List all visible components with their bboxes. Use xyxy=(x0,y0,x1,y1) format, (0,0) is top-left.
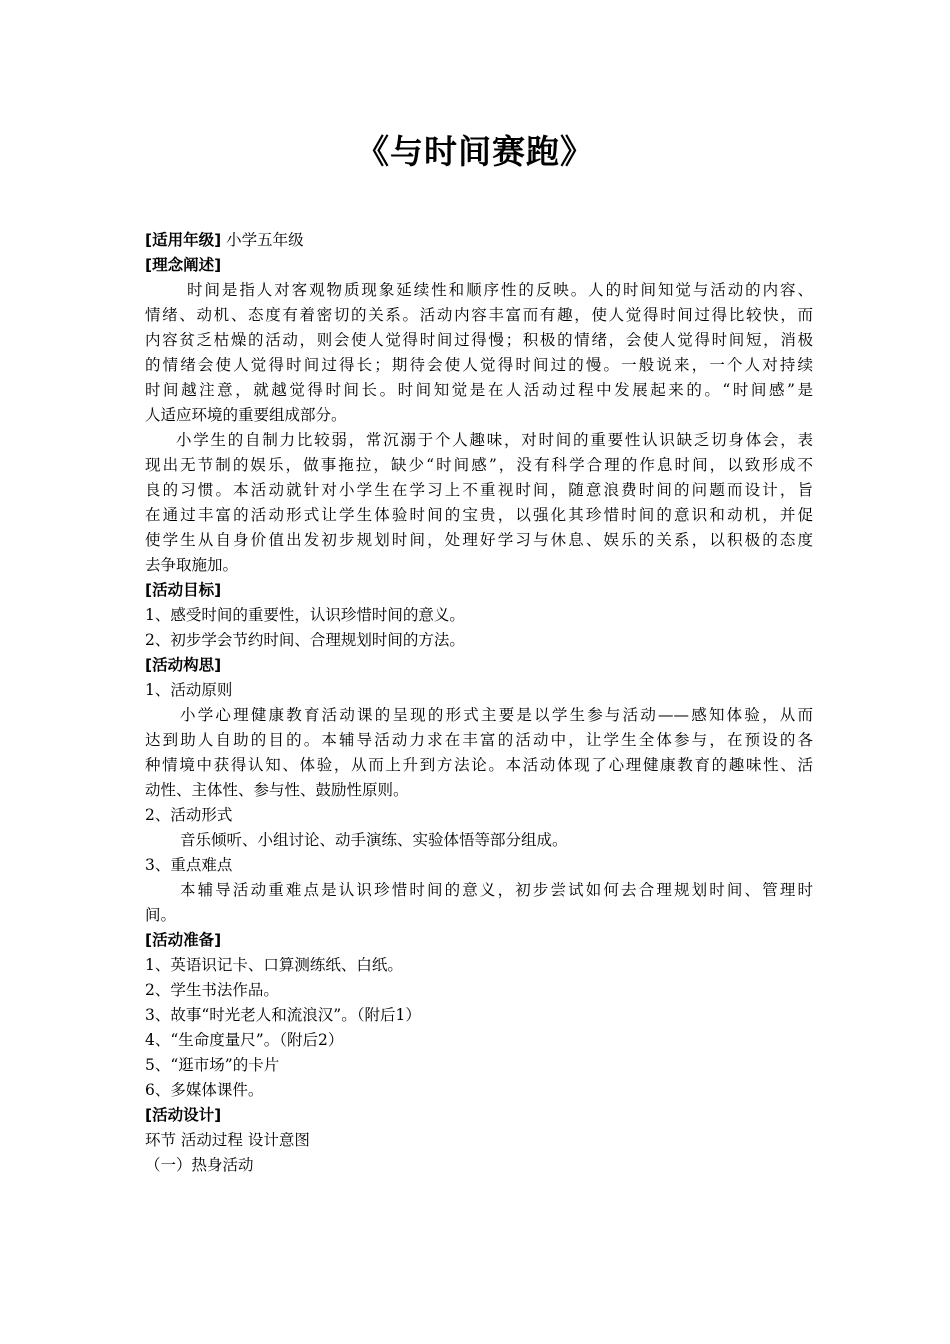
grade-label: [适用年级] xyxy=(145,231,222,249)
concept-p2-line: 去争取施加。 xyxy=(145,556,239,574)
key-points-label: 3、重点难点 xyxy=(145,856,233,874)
goal-item: 2、初步学会节约时间、合理规划时间的方法。 xyxy=(145,631,465,649)
concept-p2-line: 小学生的自制力比较弱，常沉溺于个人趣味，对时间的重要性认识缺乏切身体会，表 xyxy=(176,431,813,449)
prep-item: 6、多媒体课件。 xyxy=(145,1081,264,1099)
concept-p1-line: 人适应环境的重要组成部分。 xyxy=(145,406,347,424)
key-points-text-line: 本辅导活动重难点是认识珍惜时间的意义，初步尝试如何去合理规划时间、管理时 xyxy=(180,881,813,899)
concept-heading: [理念阐述] xyxy=(145,256,222,274)
form-text: 音乐倾听、小组讨论、动手演练、实验体悟等部分组成。 xyxy=(180,831,568,849)
principle-text-line: 达到助人自助的目的。本辅导活动力求在丰富的活动中，让学生全体参与，在预设的各 xyxy=(145,731,813,749)
concept-p2-line: 良的习惯。本活动就针对小学生在学习上不重视时间，随意浪费时间的问题而设计，旨 xyxy=(145,481,813,499)
prep-item: 1、英语识记卡、口算测练纸、白纸。 xyxy=(145,956,403,974)
goal-item: 1、感受时间的重要性，认识珍惜时间的意义。 xyxy=(145,606,465,624)
principle-label: 1、活动原则 xyxy=(145,681,233,699)
principle-text-line: 动性、主体性、参与性、鼓励性原则。 xyxy=(145,781,409,799)
prep-item: 3、故事“时光老人和流浪汉”。（附后1） xyxy=(145,1006,421,1024)
concept-p2-line: 在通过丰富的活动形式让学生体验时间的宝贵，以强化其珍惜时间的意识和动机，并促 xyxy=(145,506,813,524)
prep-heading: [活动准备] xyxy=(145,931,222,949)
concept-p1-line: 情绪、动机、态度有着密切的关系。活动内容丰富而有趣，使人觉得时间过得比较快，而 xyxy=(145,306,813,324)
document-title: 《与时间赛跑》 xyxy=(356,132,594,171)
form-label: 2、活动形式 xyxy=(145,806,233,824)
design-idea-heading: [活动构思] xyxy=(145,656,222,674)
activity-heading: [活动设计] xyxy=(145,1106,222,1124)
activity-table-header: 环节 活动过程 设计意图 xyxy=(145,1131,310,1149)
grade-value: 小学五年级 xyxy=(226,231,304,249)
concept-p1-line: 时间是指人对客观物质现象延续性和顺序性的反映。人的时间知觉与活动的内容、 xyxy=(187,281,813,299)
concept-p2-line: 使学生从自身价值出发初步规划时间，处理好学习与休息、娱乐的关系，以积极的态度 xyxy=(145,531,813,549)
key-points-text-line: 间。 xyxy=(145,906,177,924)
warmup-label: （一）热身活动 xyxy=(145,1156,254,1174)
concept-p1-line: 时间越注意，就越觉得时间长。时间知觉是在人活动过程中发展起来的。“时间感”是 xyxy=(145,381,813,399)
concept-p2-line: 现出无节制的娱乐，做事拖拉，缺少“时间感”，没有科学合理的作息时间，以致形成不 xyxy=(145,456,813,474)
principle-text-line: 种情境中获得认知、体验，从而上升到方法论。本活动体现了心理健康教育的趣味性、活 xyxy=(145,756,813,774)
principle-text-line: 小学心理健康教育活动课的呈现的形式主要是以学生参与活动——感知体验，从而 xyxy=(180,706,813,724)
concept-p1-line: 的情绪会使人觉得时间过得长；期待会使人觉得时间过的慢。一般说来，一个人对持续 xyxy=(145,356,813,374)
prep-item: 2、学生书法作品。 xyxy=(145,981,279,999)
grade-line xyxy=(145,228,813,253)
document-body xyxy=(145,228,813,1178)
concept-p1-line: 内容贫乏枯燥的活动，则会使人觉得时间过得慢；积极的情绪，会使人觉得时间短，消极 xyxy=(145,331,813,349)
prep-item: 5、“逛市场”的卡片 xyxy=(145,1056,280,1074)
prep-item: 4、“生命度量尺”。（附后2） xyxy=(145,1031,344,1049)
goals-heading: [活动目标] xyxy=(145,581,222,599)
